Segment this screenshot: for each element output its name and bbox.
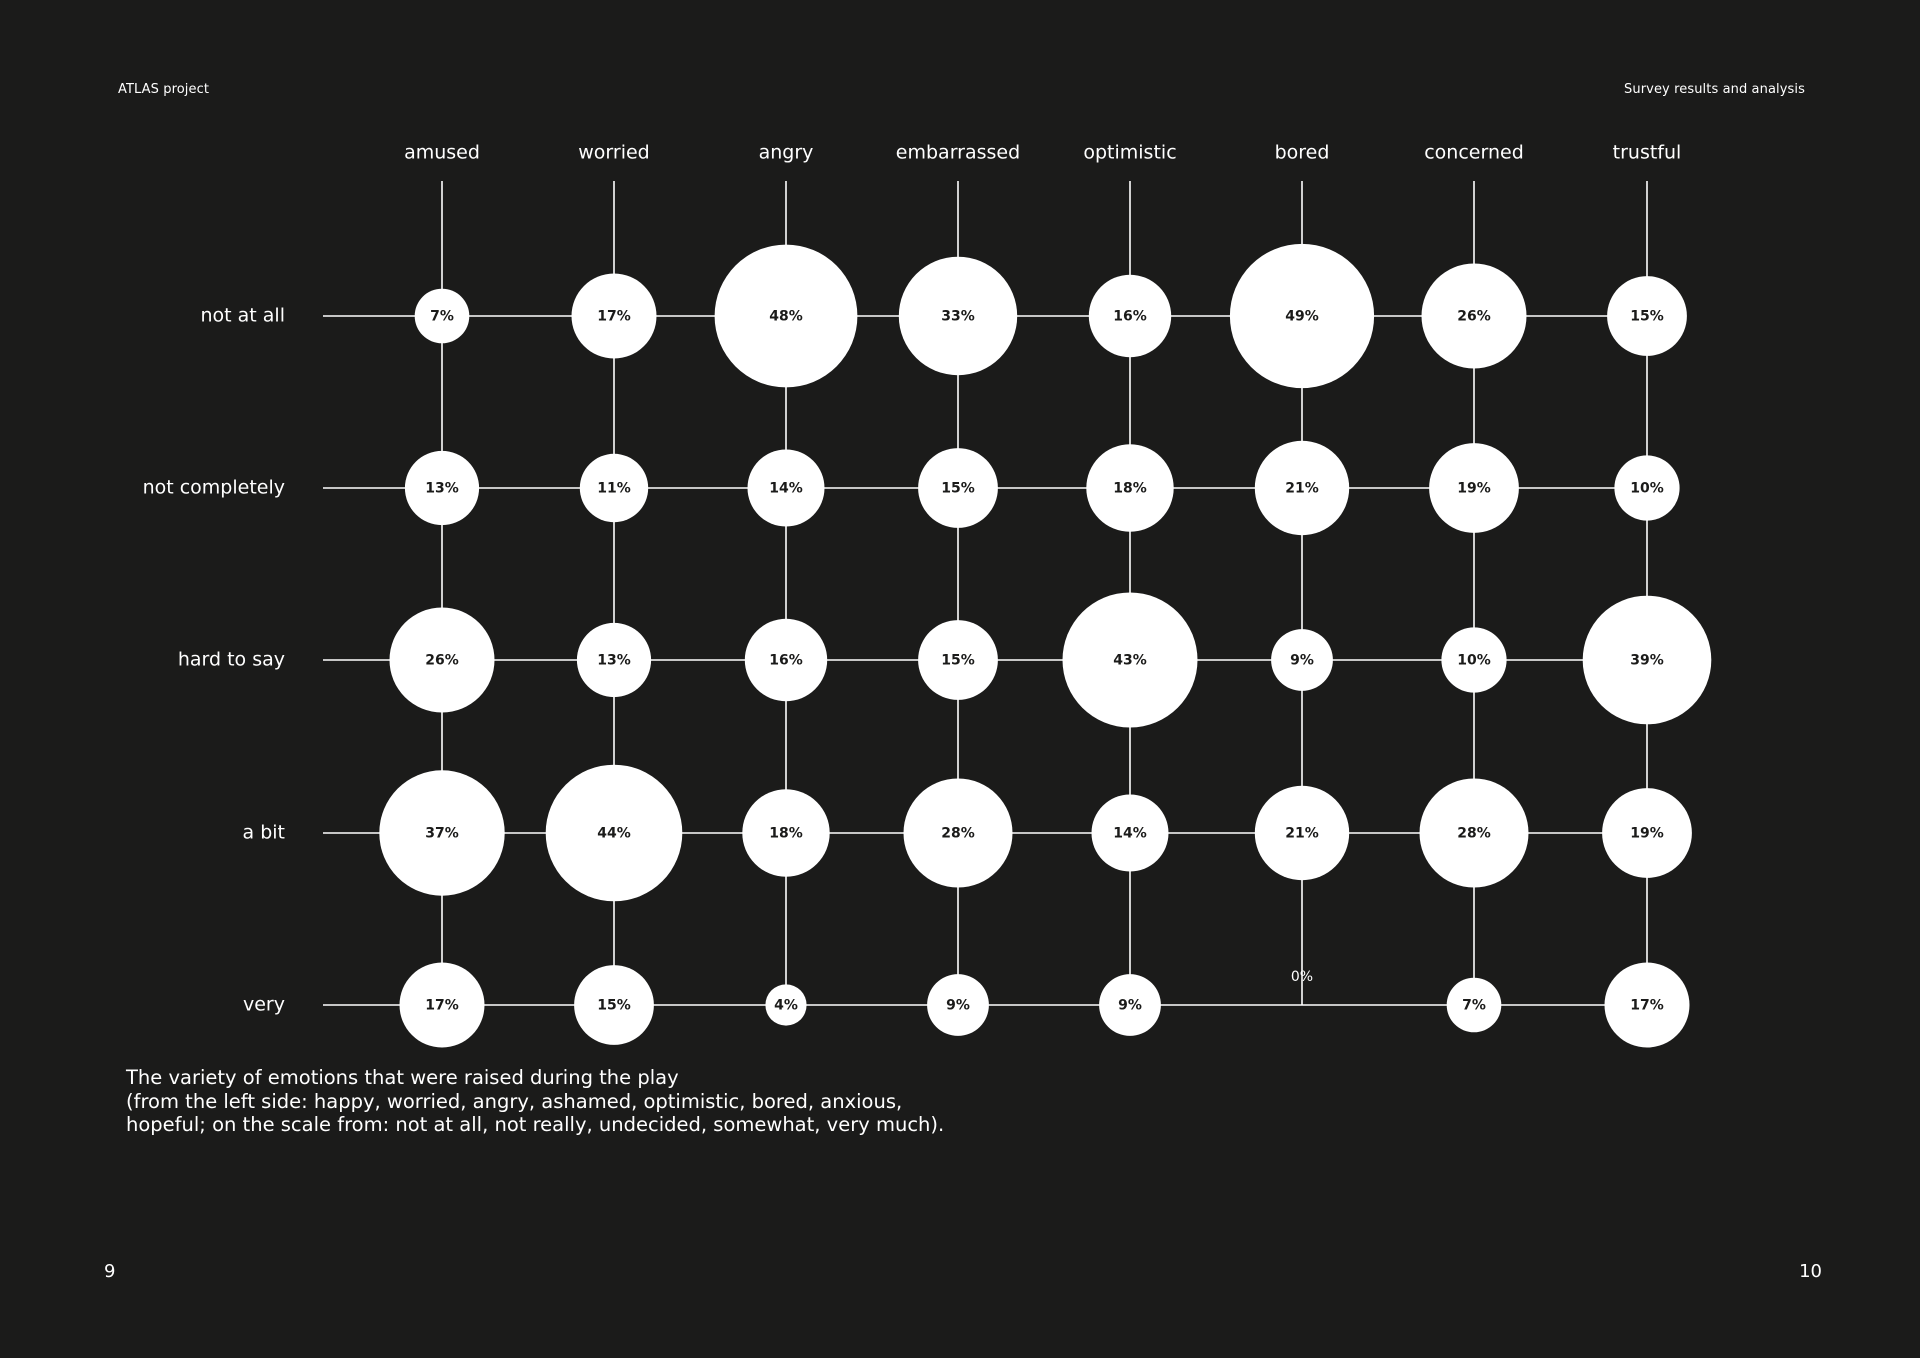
bubble-label-not-at-all-optimistic: 16% (1113, 308, 1147, 325)
row-label-not-at-all: not at all (200, 304, 285, 327)
bubble-label-very-angry: 4% (774, 997, 798, 1014)
bubble-label-very-trustful: 17% (1630, 997, 1664, 1014)
bubble-label-very-concerned: 7% (1462, 997, 1486, 1014)
bubble-label-a-bit-worried: 44% (597, 825, 631, 842)
caption-line-1: The variety of emotions that were raised during the play (126, 1066, 679, 1089)
bubble-label-hard-to-say-worried: 13% (597, 652, 631, 669)
column-label-worried: worried (578, 141, 650, 164)
page-number-left: 9 (104, 1261, 116, 1282)
bubble-label-not-at-all-amused: 7% (430, 308, 454, 325)
bubble-label-not-completely-embarrassed: 15% (941, 480, 975, 497)
bubble-label-not-at-all-bored: 49% (1285, 308, 1319, 325)
bubble-label-very-embarrassed: 9% (946, 997, 970, 1014)
bubble-label-a-bit-optimistic: 14% (1113, 825, 1147, 842)
bubble-label-not-at-all-angry: 48% (769, 308, 803, 325)
column-label-optimistic: optimistic (1083, 141, 1177, 164)
bubble-label-hard-to-say-optimistic: 43% (1113, 652, 1147, 669)
bubble-label-not-completely-concerned: 19% (1457, 480, 1491, 497)
bubble-label-not-completely-worried: 11% (597, 480, 631, 497)
header-section-title: Survey results and analysis (1624, 82, 1805, 97)
bubble-label-a-bit-bored: 21% (1285, 825, 1319, 842)
header-project-name: ATLAS project (118, 82, 210, 97)
caption-line-2: (from the left side: happy, worried, angry, ashamed, optimistic, bored, anxious, (126, 1089, 903, 1113)
column-label-concerned: concerned (1424, 141, 1524, 164)
bubbles (379, 244, 1711, 1048)
bubble-label-a-bit-angry: 18% (769, 825, 803, 842)
bubble-label-a-bit-embarrassed: 28% (941, 825, 975, 842)
bubble-label-a-bit-amused: 37% (425, 825, 459, 842)
bubble-label-not-completely-optimistic: 18% (1113, 480, 1147, 497)
column-label-angry: angry (758, 141, 814, 164)
bubble-label-not-completely-trustful: 10% (1630, 480, 1664, 497)
bubble-label-hard-to-say-bored: 9% (1290, 652, 1314, 669)
row-label-not-completely: not completely (142, 476, 285, 499)
bubble-label-not-at-all-worried: 17% (597, 308, 631, 325)
column-label-amused: amused (404, 141, 480, 164)
row-label-a-bit: a bit (242, 821, 285, 844)
row-label-hard-to-say: hard to say (177, 648, 285, 671)
chart-caption (126, 1066, 944, 1137)
column-label-bored: bored (1274, 141, 1330, 164)
bubble-label-very-worried: 15% (597, 997, 631, 1014)
column-label-trustful: trustful (1612, 141, 1682, 164)
bubble-label-hard-to-say-trustful: 39% (1630, 652, 1664, 669)
bubble-label-very-optimistic: 9% (1118, 997, 1142, 1014)
bubble-label-not-at-all-embarrassed: 33% (941, 308, 975, 325)
column-labels (404, 142, 1681, 164)
row-labels (143, 305, 285, 1016)
bubble-label-not-at-all-trustful: 15% (1630, 308, 1664, 325)
bubble-label-very-amused: 17% (425, 997, 459, 1014)
bubble-label-not-completely-bored: 21% (1285, 480, 1319, 497)
bubble-label-a-bit-concerned: 28% (1457, 825, 1491, 842)
row-label-very: very (243, 993, 285, 1016)
bubble-label-hard-to-say-angry: 16% (769, 652, 803, 669)
column-label-embarrassed: embarrassed (895, 141, 1021, 164)
bubble-label-not-at-all-concerned: 26% (1457, 308, 1491, 325)
bubble-label-a-bit-trustful: 19% (1630, 825, 1664, 842)
bubble-label-not-completely-angry: 14% (769, 480, 803, 497)
bubble-label-hard-to-say-concerned: 10% (1457, 652, 1491, 669)
bubble-label-not-completely-amused: 13% (425, 480, 459, 497)
page-number-right: 10 (1799, 1261, 1822, 1282)
bubble-label-hard-to-say-embarrassed: 15% (941, 652, 975, 669)
bubble-label-very-bored: 0% (1290, 969, 1314, 985)
bubble-label-hard-to-say-amused: 26% (425, 652, 459, 669)
caption-line-3: hopeful; on the scale from: not at all, not really, undecided, somewhat, very much). (126, 1113, 945, 1136)
